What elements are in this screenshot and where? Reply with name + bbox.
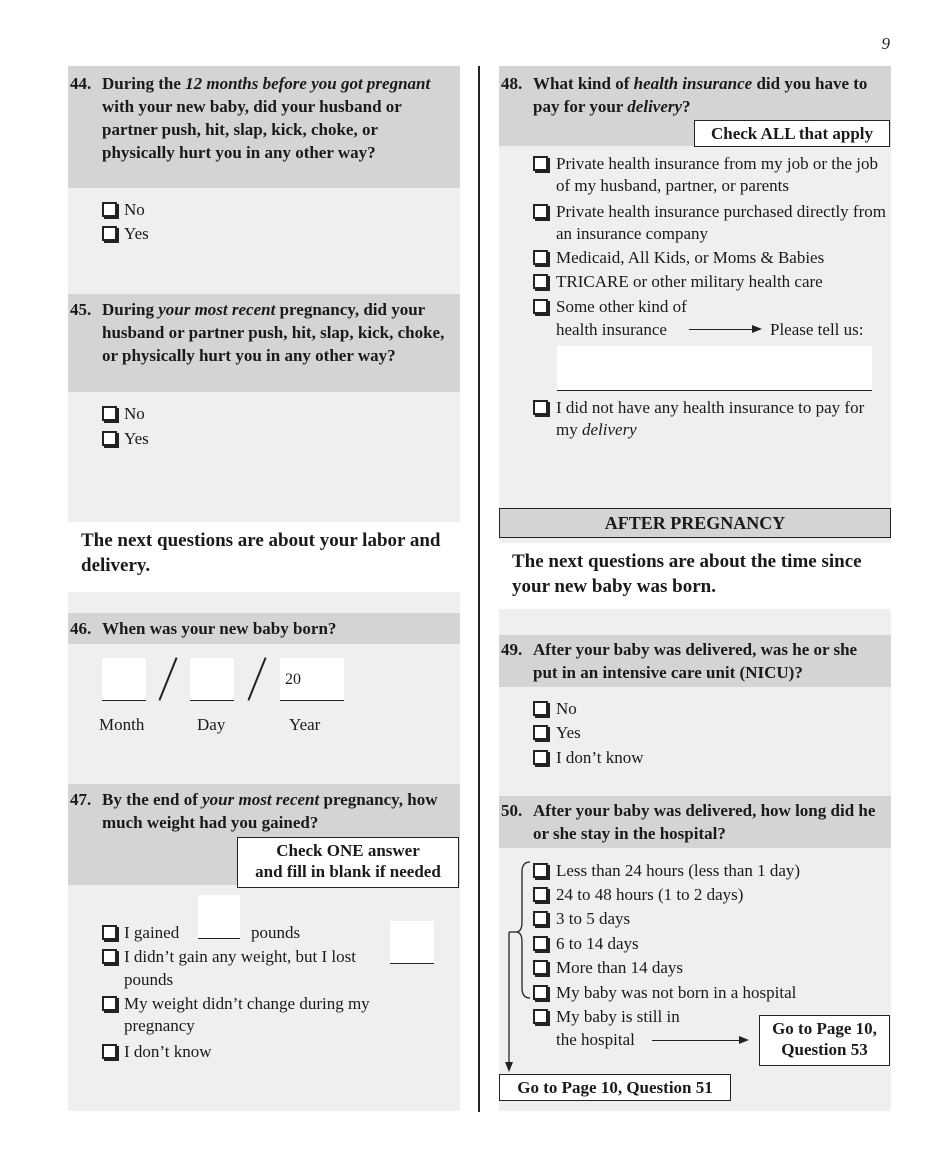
q45-text-3: pregnancy, did your husband or partner push, hit, slap, kick, choke, or physically hurt you in any other way? [102, 300, 445, 365]
q49-no-checkbox[interactable] [533, 701, 548, 716]
q50-number: 50. [501, 801, 523, 820]
q46-number: 46. [70, 619, 92, 638]
q49-no-label: No [556, 699, 577, 718]
gained-pounds-input[interactable] [198, 895, 240, 939]
q47-question [70, 788, 450, 834]
after-pregnancy-header: AFTER PREGNANCY [499, 508, 891, 538]
q48-please-tell-label: Please tell us: [770, 320, 864, 339]
q48-direct-insurance-label: Private health insurance purchased directly from an insurance company [556, 202, 886, 243]
q48-text-3: did you have to pay for your [533, 74, 868, 116]
q48-medicaid-checkbox[interactable] [533, 250, 548, 265]
q47-instruction-line1: Check ONE answer [276, 841, 420, 860]
q47-instruction-box [237, 837, 459, 888]
goto-53-line2: Question 53 [781, 1040, 868, 1059]
q50-question [501, 799, 881, 845]
q47-lost-label: I didn’t gain any weight, but I lost [124, 947, 356, 966]
q45-number: 45. [70, 300, 92, 319]
column-divider [478, 66, 480, 1112]
q45-yes-label: Yes [124, 429, 149, 448]
q45-yes-checkbox[interactable] [102, 431, 117, 446]
q47-gained-unit: pounds [251, 923, 301, 942]
year-label: Year [289, 715, 321, 734]
q48-tricare-label: TRICARE or other military health care [556, 272, 823, 291]
q48-other-arrow-icon [752, 325, 762, 333]
birth-year-prefix: 20 [285, 671, 301, 688]
lost-pounds-input[interactable] [390, 921, 434, 963]
q47-text-1: By the end of [102, 790, 203, 809]
goto-question-53-box [759, 1015, 890, 1066]
q48-no-insurance-em: delivery [581, 420, 637, 439]
q44-text-2: 12 months before you got pregnant [185, 74, 431, 93]
q48-text-4: delivery [627, 97, 683, 116]
q50-brace-arrow [500, 860, 540, 1075]
q45-text-1: During [102, 300, 159, 319]
q47-dont-know-checkbox[interactable] [102, 1044, 117, 1059]
birth-day-input[interactable] [190, 658, 234, 701]
q44-text-1: During the [102, 74, 186, 93]
q47-instruction-line2: and fill in blank if needed [255, 862, 441, 881]
q48-question [501, 72, 881, 118]
q48-text-1: What kind of [533, 74, 634, 93]
q44-no-checkbox[interactable] [102, 202, 117, 217]
q49-question [501, 638, 881, 684]
q48-other-checkbox[interactable] [533, 299, 548, 314]
q44-yes-checkbox[interactable] [102, 226, 117, 241]
q48-no-insurance-text: I did not have any health insurance to pay for my [556, 398, 865, 439]
q49-yes-label: Yes [556, 723, 581, 742]
q49-number: 49. [501, 640, 523, 659]
q50-6-14-days-label: 6 to 14 days [556, 934, 639, 953]
q48-job-insurance-label: Private health insurance from my job or the job of my husband, partner, or parents [556, 154, 878, 195]
goto-53-line1: Go to Page 10, [772, 1019, 877, 1038]
q50-text: After your baby was delivered, how long did he or she stay in the hospital? [533, 801, 876, 843]
q44-yes-label: Yes [124, 224, 149, 243]
q49-dont-know-label: I don’t know [556, 748, 644, 767]
q49-yes-checkbox[interactable] [533, 725, 548, 740]
q44-text-3: with your new baby, did your husband or partner push, hit, slap, kick, choke, or physically hurt you in any other way? [102, 97, 402, 162]
q50-still-in-hospital-arrow-line [652, 1040, 740, 1041]
q45-text-2: your most recent [158, 300, 276, 319]
q48-tricare-checkbox[interactable] [533, 274, 548, 289]
q45-no-checkbox[interactable] [102, 406, 117, 421]
gained-pounds-blank [198, 938, 240, 939]
q46-question [70, 617, 450, 640]
q47-no-change-checkbox[interactable] [102, 996, 117, 1011]
q48-number: 48. [501, 74, 523, 93]
q44-number: 44. [70, 74, 92, 93]
q49-dont-know-checkbox[interactable] [533, 750, 548, 765]
labor-intro: The next questions are about your labor and delivery. [68, 522, 463, 592]
q48-no-insurance-checkbox[interactable] [533, 400, 548, 415]
q50-24-48h-label: 24 to 48 hours (1 to 2 days) [556, 885, 744, 904]
q48-direct-insurance-checkbox[interactable] [533, 204, 548, 219]
q44-no-label: No [124, 200, 145, 219]
q48-text-5: ? [682, 97, 691, 116]
q49-text: After your baby was delivered, was he or she put in an intensive care unit (NICU)? [533, 640, 858, 682]
q47-dont-know-label: I don’t know [124, 1042, 212, 1061]
q48-other-insurance-input[interactable] [557, 346, 872, 391]
q48-other-arrow-line [689, 329, 753, 330]
q48-medicaid-label: Medicaid, All Kids, or Moms & Babies [556, 248, 825, 267]
q50-3-5-days-label: 3 to 5 days [556, 909, 631, 928]
q48-no-insurance-label [556, 397, 886, 441]
day-label: Day [197, 715, 226, 734]
q47-text-2: your most recent [202, 790, 320, 809]
q44-question [70, 72, 440, 164]
after-pregnancy-intro: The next questions are about the time since your new baby was born. [499, 543, 892, 609]
q45-question [70, 298, 445, 367]
q50-more-14-days-label: More than 14 days [556, 958, 684, 977]
q47-text-3: pregnancy, how much weight had you gained? [102, 790, 438, 832]
q48-job-insurance-checkbox[interactable] [533, 156, 548, 171]
q47-lost-checkbox[interactable] [102, 949, 117, 964]
q48-other-label-line1: Some other kind of [556, 297, 687, 316]
q45-no-label: No [124, 404, 145, 423]
q50-less-24h-label: Less than 24 hours (less than 1 day) [556, 861, 801, 880]
q48-instruction-box: Check ALL that apply [694, 120, 890, 147]
q47-gained-checkbox[interactable] [102, 925, 117, 940]
q48-other-label-line2: health insurance [556, 320, 667, 339]
q48-text-2: health insurance [633, 74, 753, 93]
q50-still-in-hospital-line2: the hospital [556, 1030, 635, 1049]
q47-number: 47. [70, 790, 92, 809]
q50-not-in-hospital-label: My baby was not born in a hospital [556, 983, 797, 1002]
q50-still-in-hospital-line1: My baby is still in [556, 1007, 680, 1026]
q47-no-change-label: My weight didn’t change during my pregnancy [124, 994, 370, 1035]
page-number: 9 [881, 34, 890, 53]
birth-month-input[interactable] [102, 658, 146, 701]
q47-gained-label: I gained [124, 923, 180, 942]
goto-question-51-box: Go to Page 10, Question 51 [499, 1074, 731, 1101]
month-label: Month [99, 715, 145, 734]
q50-still-in-hospital-arrow-icon [739, 1036, 749, 1044]
q47-lost-unit: pounds [124, 970, 174, 989]
lost-pounds-blank [390, 963, 434, 964]
q46-text: When was your new baby born? [102, 619, 337, 638]
